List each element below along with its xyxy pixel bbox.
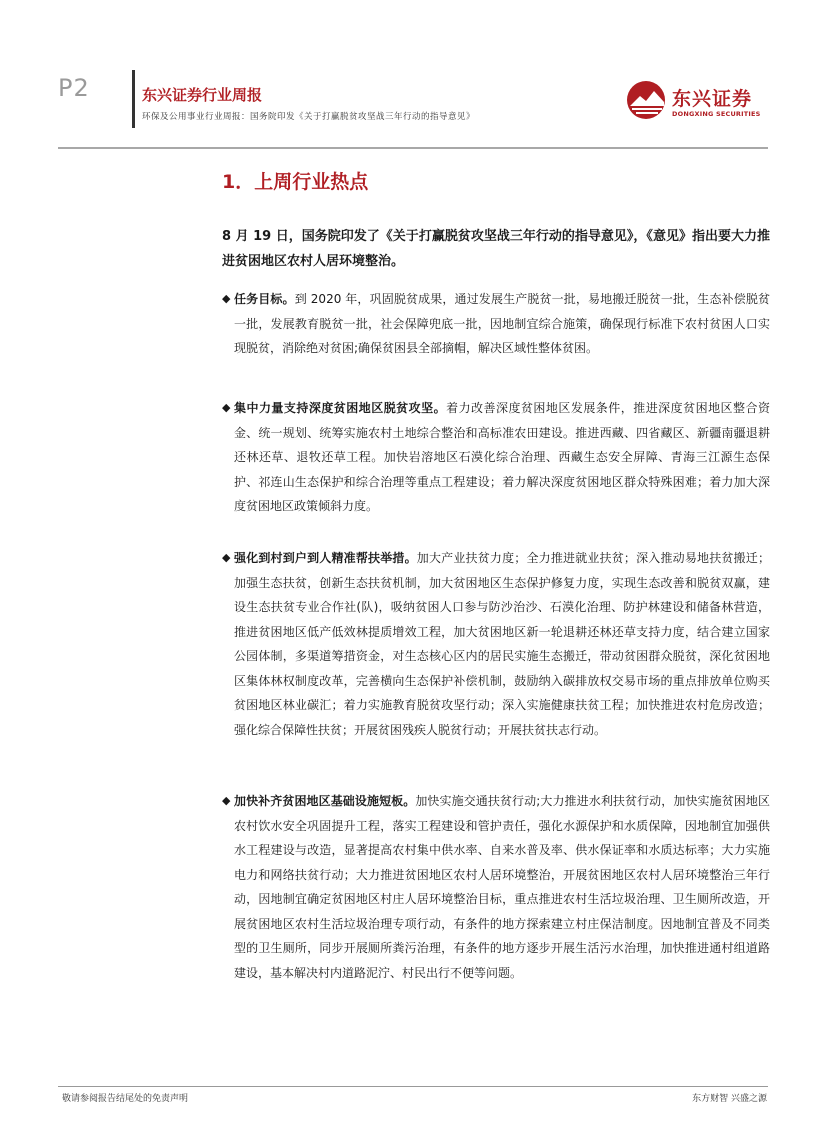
bullet-heading: 加快补齐贫困地区基础设施短板。 [234,794,416,808]
diamond-bullet-icon: ◆ [222,292,231,305]
bullet-text: 到 2020 年，巩固脱贫成果，通过发展生产脱贫一批，易地搬迁脱贫一批，生态补偿脱贫一批，发展教育脱贫一批，社会保障兜底一批，因地制宜综合施策，确保现行标准下农村贫困人口实现脱贫，消除绝对贫困;确保贫困县全部摘帽，解决区域性整体贫困。 [234,292,770,355]
diamond-bullet-icon: ◆ [222,551,231,564]
bullet-heading: 集中力量支持深度贫困地区脱贫攻坚。 [234,401,447,415]
header-rule [58,147,768,149]
bullet-item [222,789,770,985]
diamond-bullet-icon: ◆ [222,401,231,414]
report-name: 东兴证券行业周报 [142,86,263,104]
bullet-item [222,287,770,361]
page-number: P2 [58,74,90,102]
report-subtitle: 环保及公用事业行业周报：国务院印发《关于打赢脱贫攻坚战三年行动的指导意见》 [142,112,476,122]
bullet-item [222,546,770,742]
bullet-heading: 强化到村到户到人精准帮扶举措。 [234,551,417,565]
lead-paragraph: 8 月 19 日，国务院印发了《关于打赢脱贫攻坚战三年行动的指导意见》，《意见》指出要大力推进贫困地区农村人居环境整治。 [222,229,770,269]
footer-rule [58,1086,768,1087]
bullet-text: 加大产业扶贫力度；全力推进就业扶贫；深入推动易地扶贫搬迁；加强生态扶贫，创新生态扶贫机制，加大贫困地区生态保护修复力度，实现生态改善和脱贫双赢，建设生态扶贫专业合作社(队)，吸纳贫困人口参与防沙治沙、石漠化治理、防护林建设和储备林营造，推进贫困地区低产低效林提质增效工程，加大贫困地区新一轮退耕还林还草支持力度，结合建立国家公园体制，多渠道筹措资金，对生态核心区内的居民实施生态搬迁，带动贫困群众脱贫，深化贫困地区集体林权制度改革，完善横向生态保护补偿机制，鼓励纳入碳排放权交易市场的重点排放单位购买贫困地区林业碳汇；着力实施教育脱贫攻坚行动；深入实施健康扶贫工程；加快推进农村危房改造；强化综合保障性扶贫；开展贫困残疾人脱贫行动；开展扶贫扶志行动。 [234,551,770,737]
bullet-text: 加快实施交通扶贫行动;大力推进水利扶贫行动，加快实施贫困地区农村饮水安全巩固提升工程，落实工程建设和管护责任，强化水源保护和水质保障，因地制宜加强供水工程建设与改造，显著提高农村集中供水率、自来水普及率、供水保证率和水质达标率；大力实施电力和网络扶贫行动；大力推进贫困地区农村人居环境整治，开展贫困地区农村人居环境整治三年行动，因地制宜确定贫困地区村庄人居环境整治目标，重点推进农村生活垃圾治理、卫生厕所改造，开展贫困地区农村生活垃圾治理专项行动，有条件的地方探索建立村庄保洁制度。因地制宜普及不同类型的卫生厕所，同步开展厕所粪污治理，有条件的地方逐步开展生活污水治理，加快推进通村组道路建设，基本解决村内道路泥泞、村民出行不便等问题。 [234,794,770,980]
bullet-heading: 任务目标。 [234,292,295,306]
logo-english: DONGXING SECURITIES [672,110,761,118]
section-title: 1．上周行业热点 [222,171,369,193]
diamond-bullet-icon: ◆ [222,794,231,807]
disclaimer-note: 敬请参阅报告结尾处的免责声明 [62,1094,189,1104]
logo-emblem-icon [626,80,670,120]
company-logo [626,80,766,124]
bullet-item [222,396,770,519]
header-divider [132,70,135,128]
company-slogan: 东方财智 兴盛之源 [692,1094,767,1104]
bullet-text: 着力改善深度贫困地区发展条件，推进深度贫困地区整合资金、统一规划、统筹实施农村土地综合整治和高标准农田建设。推进西藏、四省藏区、新疆南疆退耕还林还草、退牧还草工程。加快岩溶地区石漠化综合治理、西藏生态安全屏障、青海三江源生态保护、祁连山生态保护和综合治理等重点工程建设；着力解决深度贫困地区群众特殊困难；着力加大深度贫困地区政策倾斜力度。 [234,401,770,513]
logo-wordmark: 东兴证券 [672,88,753,110]
